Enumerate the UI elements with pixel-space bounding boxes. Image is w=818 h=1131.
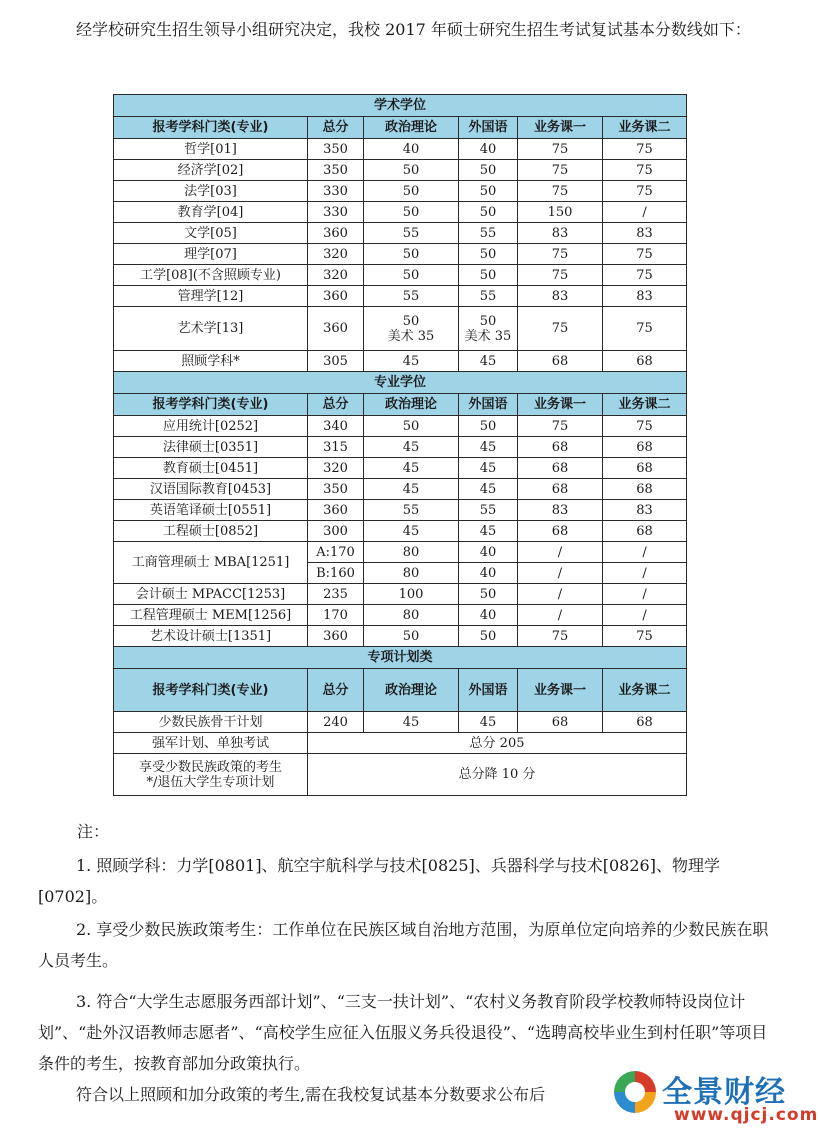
course1-cell: 68 <box>518 712 603 733</box>
language-cell: 45 <box>459 479 518 500</box>
politics-cell: 40 <box>364 139 459 160</box>
subject-cell: 会计硕士 MPACC[1253] <box>114 584 308 605</box>
course2-cell: / <box>603 202 687 223</box>
politics-cell: 80 <box>364 605 459 626</box>
politics-general: 50 <box>402 313 420 329</box>
logo-mark-icon <box>614 1071 656 1113</box>
language-cell: 40 <box>459 605 518 626</box>
section-professional <box>114 372 687 394</box>
table-row <box>114 521 687 542</box>
section-special <box>114 647 687 669</box>
score-table <box>113 94 687 796</box>
total-cell: 320 <box>308 244 364 265</box>
header-cell: 总分 <box>308 669 364 712</box>
total-cell: 360 <box>308 223 364 244</box>
table-row <box>114 584 687 605</box>
total-cell: A:170 <box>308 542 364 563</box>
course1-cell: 75 <box>518 265 603 286</box>
politics-cell: 55 <box>364 286 459 307</box>
language-cell: 45 <box>459 351 518 372</box>
subject-cell: 管理学[12] <box>114 286 308 307</box>
course2-cell: 83 <box>603 500 687 521</box>
course2-cell: 75 <box>603 307 687 351</box>
total-cell: 350 <box>308 160 364 181</box>
politics-cell: 45 <box>364 351 459 372</box>
course2-cell: 68 <box>603 351 687 372</box>
table-row <box>114 265 687 286</box>
table-row <box>114 202 687 223</box>
subject-cell: 英语笔译硕士[0551] <box>114 500 308 521</box>
intro-paragraph: 经学校研究生招生领导小组研究决定，我校 2017 年硕士研究生招生考试复试基本分数线如下： <box>76 20 751 39</box>
language-cell: 40 <box>459 563 518 584</box>
politics-cell: 55 <box>364 223 459 244</box>
course1-cell: / <box>518 584 603 605</box>
language-cell: 55 <box>459 223 518 244</box>
total-cell: 235 <box>308 584 364 605</box>
subject-cell <box>114 754 308 796</box>
total-cell: 350 <box>308 139 364 160</box>
subject-cell: 艺术设计硕士[1351] <box>114 626 308 647</box>
header-cell: 外国语 <box>459 669 518 712</box>
header-cell: 政治理论 <box>364 394 459 416</box>
course2-cell: 75 <box>603 265 687 286</box>
header-cell: 业务课一 <box>518 117 603 139</box>
course1-cell: 75 <box>518 181 603 202</box>
politics-cell: 50 <box>364 416 459 437</box>
header-cell: 业务课二 <box>603 117 687 139</box>
course1-cell: 75 <box>518 626 603 647</box>
course2-cell: 75 <box>603 626 687 647</box>
politics-cell: 45 <box>364 479 459 500</box>
note-3: 3. 符合“大学生志愿服务西部计划”、“三支一扶计划”、“农村义务教育阶段学校教师特设岗位计划”、“赴外汉语教师志愿者”、“高校学生应征入伍服义务兵役退役”、“选聘高校毕业生到村任职”等项目条件的考生，按教育部加分政策执行。 <box>38 992 768 1073</box>
subject-cell: 照顾学科* <box>114 351 308 372</box>
course1-cell: 75 <box>518 416 603 437</box>
course2-cell: 75 <box>603 160 687 181</box>
note-1: 1. 照顾学科：力学[0801]、航空宇航科学与技术[0825]、兵器科学与技术[0826]、物理学[0702]。 <box>38 856 720 906</box>
section-academic <box>114 95 687 117</box>
course2-cell: 83 <box>603 286 687 307</box>
total-cell: 240 <box>308 712 364 733</box>
header-row <box>114 117 687 139</box>
politics-cell: 100 <box>364 584 459 605</box>
header-cell: 业务课一 <box>518 669 603 712</box>
course1-cell: 68 <box>518 351 603 372</box>
course1-cell: 68 <box>518 437 603 458</box>
course2-cell: 75 <box>603 416 687 437</box>
language-cell: 50 <box>459 202 518 223</box>
header-cell: 业务课二 <box>603 394 687 416</box>
politics-art: 美术 35 <box>387 328 435 344</box>
table-row <box>114 458 687 479</box>
course2-cell: / <box>603 563 687 584</box>
language-cell: 40 <box>459 542 518 563</box>
politics-cell: 45 <box>364 437 459 458</box>
header-row <box>114 394 687 416</box>
note-2: 2. 享受少数民族政策考生：工作单位在民族区域自治地方范围，为原单位定向培养的少数民族在职人员考生。 <box>38 920 769 970</box>
course2-cell: / <box>603 584 687 605</box>
tail-paragraph: 符合以上照顾和加分政策的考生,需在我校复试基本分数要求公布后 <box>76 1085 546 1104</box>
total-cell: 340 <box>308 416 364 437</box>
course2-cell: 75 <box>603 244 687 265</box>
course1-cell: 68 <box>518 458 603 479</box>
total-cell: 170 <box>308 605 364 626</box>
course1-cell: / <box>518 605 603 626</box>
course1-cell: 83 <box>518 500 603 521</box>
total-cell: 300 <box>308 521 364 542</box>
logo-url: www.qjcj.com <box>674 1105 818 1125</box>
politics-cell: 45 <box>364 712 459 733</box>
table-row <box>114 223 687 244</box>
course1-cell: / <box>518 563 603 584</box>
subject-cell: 汉语国际教育[0453] <box>114 479 308 500</box>
politics-cell: 50 <box>364 181 459 202</box>
language-cell: 45 <box>459 712 518 733</box>
course2-cell: / <box>603 605 687 626</box>
course1-cell: 75 <box>518 139 603 160</box>
subject-cell: 理学[07] <box>114 244 308 265</box>
header-cell: 总分 <box>308 394 364 416</box>
language-art: 美术 35 <box>464 328 512 344</box>
total-cell: 360 <box>308 286 364 307</box>
subject-cell: 工商管理硕士 MBA[1251] <box>114 542 308 584</box>
politics-cell: 50 <box>364 160 459 181</box>
language-cell: 50 <box>459 244 518 265</box>
course1-cell: / <box>518 542 603 563</box>
header-cell: 外国语 <box>459 394 518 416</box>
section-title: 专业学位 <box>114 372 687 394</box>
total-cell: 350 <box>308 479 364 500</box>
language-cell: 55 <box>459 500 518 521</box>
table-row-army <box>114 733 687 754</box>
language-cell: 45 <box>459 458 518 479</box>
course2-cell: 68 <box>603 521 687 542</box>
table-row-art <box>114 307 687 351</box>
subject-cell: 教育学[04] <box>114 202 308 223</box>
total-cell: 360 <box>308 500 364 521</box>
language-cell: 50 <box>459 265 518 286</box>
header-cell: 政治理论 <box>364 669 459 712</box>
subject-cell: 少数民族骨干计划 <box>114 712 308 733</box>
table-row <box>114 416 687 437</box>
course2-cell: / <box>603 542 687 563</box>
subject-cell: 工程硕士[0852] <box>114 521 308 542</box>
section-title: 专项计划类 <box>114 647 687 669</box>
total-cell: 360 <box>308 626 364 647</box>
language-cell <box>459 307 518 351</box>
subject-cell: 哲学[01] <box>114 139 308 160</box>
total-cell: 330 <box>308 202 364 223</box>
total-cell: B:160 <box>308 563 364 584</box>
course2-cell: 68 <box>603 437 687 458</box>
subject-line: 享受少数民族政策的考生 <box>138 759 282 775</box>
table-row <box>114 500 687 521</box>
header-cell: 外国语 <box>459 117 518 139</box>
course2-cell: 75 <box>603 181 687 202</box>
table-row <box>114 712 687 733</box>
politics-cell: 50 <box>364 202 459 223</box>
header-cell: 政治理论 <box>364 117 459 139</box>
language-cell: 50 <box>459 416 518 437</box>
subject-cell: 强军计划、单独考试 <box>114 733 308 754</box>
header-cell: 总分 <box>308 117 364 139</box>
total-cell: 315 <box>308 437 364 458</box>
table-row-policy <box>114 754 687 796</box>
table-row <box>114 181 687 202</box>
subject-cell: 艺术学[13] <box>114 307 308 351</box>
politics-cell: 45 <box>364 521 459 542</box>
total-cell: 320 <box>308 458 364 479</box>
politics-cell: 50 <box>364 265 459 286</box>
language-cell: 45 <box>459 521 518 542</box>
course1-cell: 83 <box>518 286 603 307</box>
subject-cell: 应用统计[0252] <box>114 416 308 437</box>
watermark-logo <box>608 1063 818 1131</box>
course1-cell: 75 <box>518 244 603 265</box>
total-cell: 360 <box>308 307 364 351</box>
table-row <box>114 160 687 181</box>
course2-cell: 68 <box>603 712 687 733</box>
notes-heading: 注： <box>77 822 110 841</box>
table-row <box>114 605 687 626</box>
table-row <box>114 437 687 458</box>
merged-value-cell: 总分降 10 分 <box>308 754 687 796</box>
course1-cell: 150 <box>518 202 603 223</box>
table-row <box>114 244 687 265</box>
logo-name: 全景财经 <box>662 1075 786 1110</box>
header-cell: 业务课一 <box>518 394 603 416</box>
header-cell: 报考学科门类(专业) <box>114 394 308 416</box>
header-cell: 报考学科门类(专业) <box>114 117 308 139</box>
total-cell: 305 <box>308 351 364 372</box>
language-cell: 50 <box>459 160 518 181</box>
politics-cell: 50 <box>364 244 459 265</box>
course2-cell: 68 <box>603 458 687 479</box>
language-cell: 45 <box>459 437 518 458</box>
subject-cell: 法学[03] <box>114 181 308 202</box>
course1-cell: 68 <box>518 521 603 542</box>
language-cell: 50 <box>459 584 518 605</box>
table-row <box>114 626 687 647</box>
header-cell: 报考学科门类(专业) <box>114 669 308 712</box>
course2-cell: 83 <box>603 223 687 244</box>
language-cell: 40 <box>459 139 518 160</box>
politics-cell: 80 <box>364 542 459 563</box>
politics-cell: 55 <box>364 500 459 521</box>
merged-value-cell: 总分 205 <box>308 733 687 754</box>
subject-cell: 工学[08](不含照顾专业) <box>114 265 308 286</box>
table-row <box>114 139 687 160</box>
course2-cell: 75 <box>603 139 687 160</box>
header-row <box>114 669 687 712</box>
course1-cell: 83 <box>518 223 603 244</box>
subject-cell: 经济学[02] <box>114 160 308 181</box>
subject-cell: 法律硕士[0351] <box>114 437 308 458</box>
section-title: 学术学位 <box>114 95 687 117</box>
subject-line: */退伍大学生专项计划 <box>146 774 275 790</box>
language-cell: 50 <box>459 626 518 647</box>
course1-cell: 75 <box>518 307 603 351</box>
politics-cell: 50 <box>364 626 459 647</box>
subject-cell: 工程管理硕士 MEM[1256] <box>114 605 308 626</box>
subject-cell: 文学[05] <box>114 223 308 244</box>
language-cell: 50 <box>459 181 518 202</box>
politics-cell <box>364 307 459 351</box>
subject-cell: 教育硕士[0451] <box>114 458 308 479</box>
header-cell: 业务课二 <box>603 669 687 712</box>
politics-cell: 80 <box>364 563 459 584</box>
course1-cell: 68 <box>518 479 603 500</box>
language-general: 50 <box>479 313 497 329</box>
course2-cell: 68 <box>603 479 687 500</box>
total-cell: 320 <box>308 265 364 286</box>
table-row <box>114 286 687 307</box>
course1-cell: 75 <box>518 160 603 181</box>
language-cell: 55 <box>459 286 518 307</box>
total-cell: 330 <box>308 181 364 202</box>
table-row-mba-a <box>114 542 687 563</box>
table-row-care <box>114 351 687 372</box>
politics-cell: 45 <box>364 458 459 479</box>
table-row <box>114 479 687 500</box>
